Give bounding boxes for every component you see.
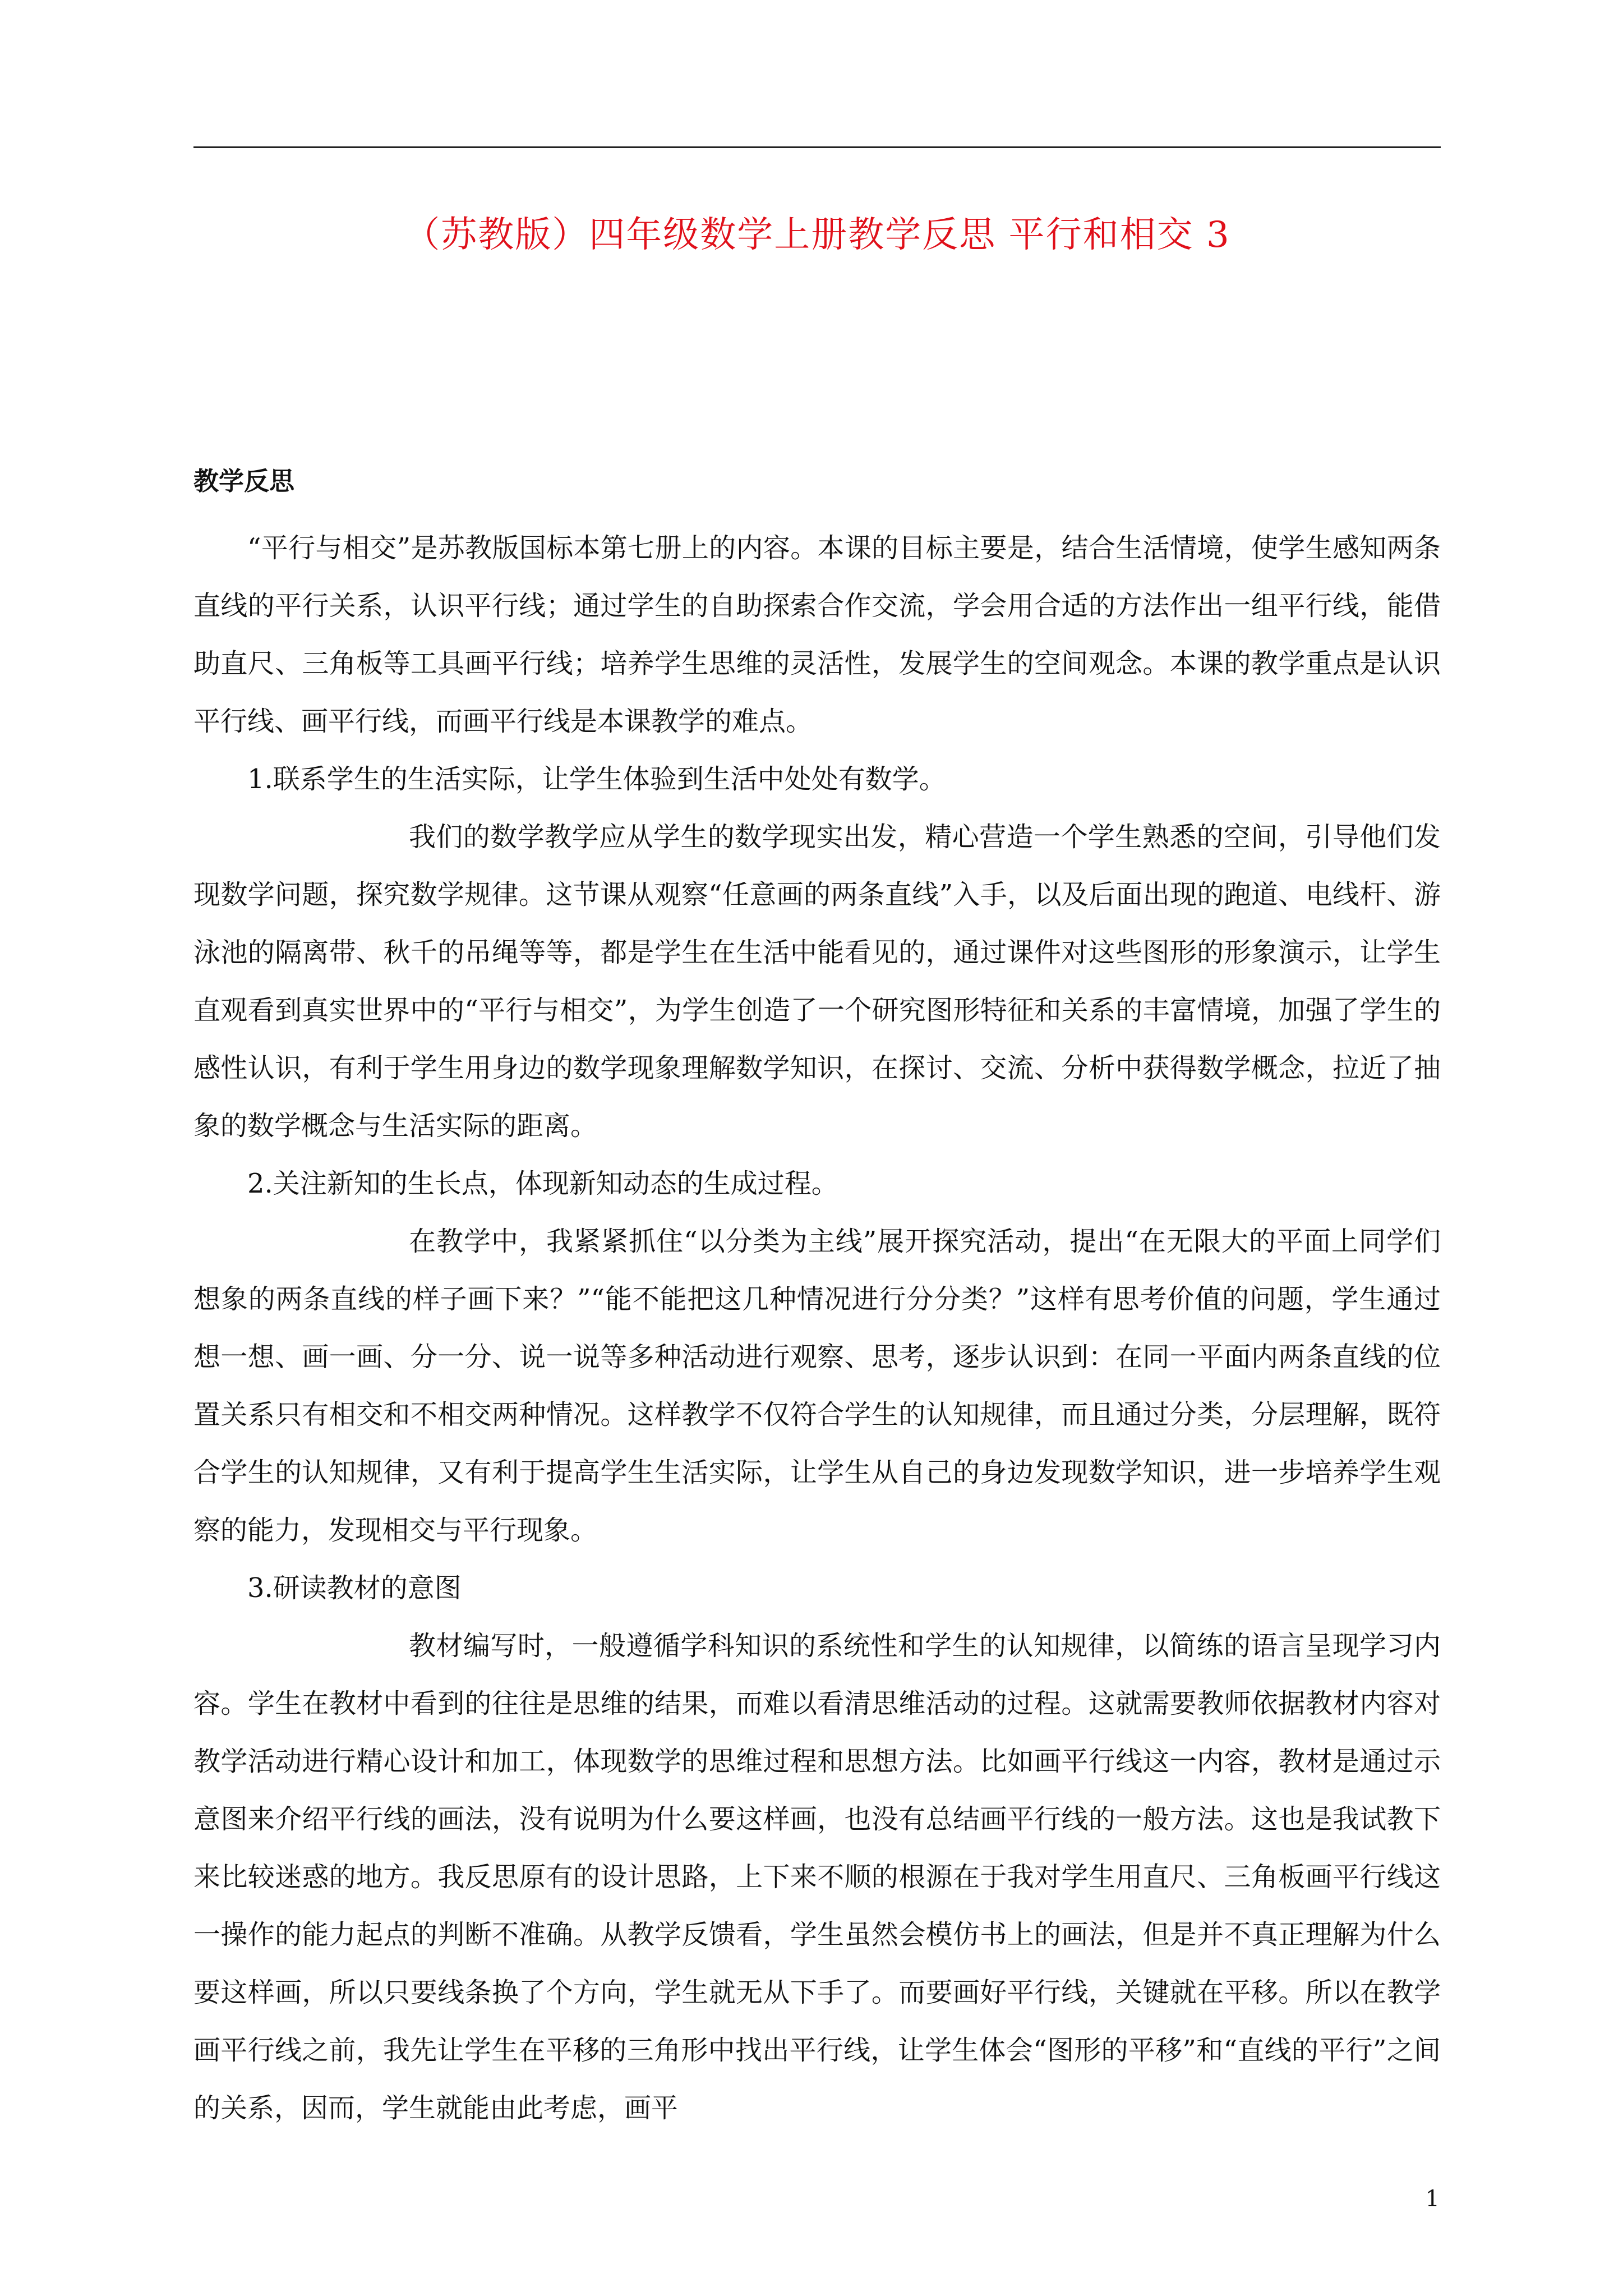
point-2-heading: 2.关注新知的生长点，体现新知动态的生成过程。 (247, 1168, 838, 1199)
document-body (193, 463, 1441, 2137)
document-title: （苏教版）四年级数学上册教学反思 平行和相交 3 (404, 214, 1230, 256)
page-number: 1 (1425, 2186, 1440, 2212)
header-rule (193, 146, 1441, 148)
intro-paragraph: “平行与相交”是苏教版国标本第七册上的内容。本课的目标主要是，结合生活情境，使学生感知两条直线的平行关系，认识平行线；通过学生的自助探索合作交流，学会用合适的方法作出一组平行线，能借助直尺、三角板等工具画平行线；培养学生思维的灵活性，发展学生的空间观念。本课的教学重点是认识平行线、画平行线，而画平行线是本课教学的难点。 (193, 532, 1441, 737)
section-heading: 教学反思 (193, 466, 295, 496)
point-3-body: 教材编写时，一般遵循学科知识的系统性和学生的认知规律，以简练的语言呈现学习内容。学生在教材中看到的往往是思维的结果，而难以看清思维活动的过程。这就需要教师依据教材内容对教学活动进行精心设计和加工，体现数学的思维过程和思想方法。比如画平行线这一内容，教材是通过示意图来介绍平行线的画法，没有说明为什么要这样画，也没有总结画平行线的一般方法。这也是我试教下来比较迷惑的地方。我反思原有的设计思路，上下来不顺的根源在于我对学生用直尺、三角板画平行线这一操作的能力起点的判断不准确。从教学反馈看，学生虽然会模仿书上的画法，但是并不真正理解为什么要这样画，所以只要线条换了个方向，学生就无从下手了。而要画好平行线，关键就在平移。所以在教学画平行线之前，我先让学生在平移的三角形中找出平行线，让学生体会“图形的平移”和“直线的平行”之间的关系，因而，学生就能由此考虑，画平 (193, 1630, 1441, 2124)
point-3-heading: 3.研读教材的意图 (247, 1572, 462, 1604)
point-1-heading: 1.联系学生的生活实际，让学生体验到生活中处处有数学。 (247, 763, 946, 795)
point-2-body: 在教学中，我紧紧抓住“以分类为主线”展开探究活动，提出“在无限大的平面上同学们想象的两条直线的样子画下来？”“能不能把这几种情况进行分分类？”这样有思考价值的问题，学生通过想一想、画一画、分一分、说一说等多种活动进行观察、思考，逐步认识到：在同一平面内两条直线的位置关系只有相交和不相交两种情况。这样教学不仅符合学生的认知规律，而且通过分类，分层理解，既符合学生的认知规律，又有利于提高学生生活实际，让学生从自己的身边发现数学知识，进一步培养学生观察的能力，发现相交与平行现象。 (193, 1226, 1441, 1546)
point-1-body: 我们的数学教学应从学生的数学现实出发，精心营造一个学生熟悉的空间，引导他们发现数学问题，探究数学规律。这节课从观察“任意画的两条直线”入手，以及后面出现的跑道、电线杆、游泳池的隔离带、秋千的吊绳等等，都是学生在生活中能看见的，通过课件对这些图形的形象演示，让学生直观看到真实世界中的“平行与相交”，为学生创造了一个研究图形特征和关系的丰富情境，加强了学生的感性认识，有利于学生用身边的数学现象理解数学知识，在探讨、交流、分析中获得数学概念，拉近了抽象的数学概念与生活实际的距离。 (193, 821, 1441, 1142)
